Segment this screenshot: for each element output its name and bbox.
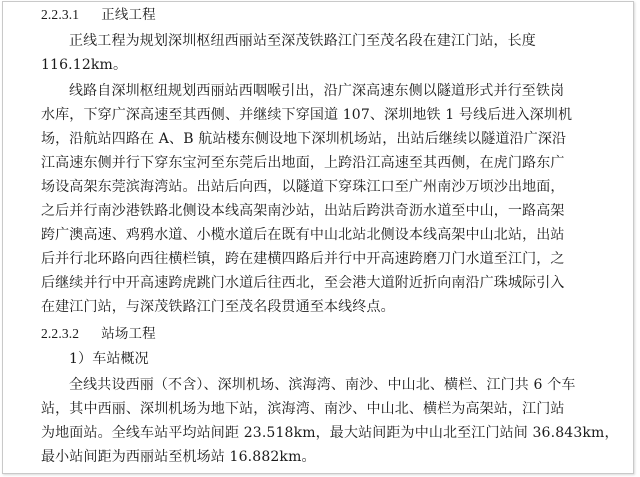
section-heading-2-2-3-2 <box>41 324 156 344</box>
paragraph-line: 在建江门站，与深茂铁路江门至茂名段贯通至本线终点。 <box>41 299 395 315</box>
paragraph-line: 后并行北环路向西往横栏镇，跨在建横四路后并行中开高速跨磨刀门水道至江门，之 <box>41 251 565 267</box>
section-heading-2-2-3-1 <box>41 5 156 25</box>
section-title: 站场工程 <box>101 326 156 342</box>
paragraph-line: 水库，下穿广深高速至其西侧、并继续下穿国道 107、深圳地铁 1 号线后进入深圳机 <box>41 107 573 123</box>
paragraph-line: 全线共设西丽（不含）、深圳机场、滨海湾、南沙、中山北、横栏、江门共 6 个车 <box>69 377 576 393</box>
paragraph-line: 正线工程为规划深圳枢纽西丽站至深茂铁路江门至茂名段在建江门站，长度 <box>69 33 536 49</box>
document-page <box>2 1 634 474</box>
paragraph-line: 116.12km。 <box>41 57 128 73</box>
paragraph-line: 之后并行南沙港铁路北侧设本线高架南沙站，出站后跨洪奇沥水道至中山，一路高架 <box>41 203 565 219</box>
paragraph-line: 最小站间距为西丽站至机场站 16.882km。 <box>41 449 316 465</box>
paragraph-line: 江高速东侧并行下穿东宝河至东莞后出地面，上跨沿江高速至其西侧，在虎门路东广 <box>41 155 565 171</box>
paragraph-line: 场，沿航站四路在 A、B 航站楼东侧设地下深圳机场站，出站后继续以隧道沿广深沿 <box>41 131 567 147</box>
paragraph-line: 后继续并行中开高速跨虎跳门水道后往西北，至会港大道附近折向南沿广珠城际引入 <box>41 275 565 291</box>
paragraph-line: 站，其中西丽、深圳机场为地下站，滨海湾、南沙、中山北、横栏为高架站，江门站 <box>41 401 565 417</box>
section-number: 2.2.3.2 <box>41 326 80 341</box>
paragraph-line: 为地面站。全线车站平均站间距 23.518km，最大站间距为中山北至江门站间 36.843km， <box>41 425 619 441</box>
subsection-heading: 1）车站概况 <box>69 351 149 367</box>
paragraph-line: 场设高架东莞滨海湾站。出站后向西，以隧道下穿珠江口至广州南沙万顷沙出地面， <box>41 179 565 195</box>
section-number: 2.2.3.1 <box>41 7 80 22</box>
paragraph-line: 跨广澳高速、鸡鸦水道、小榄水道后在既有中山北站北侧设本线高架中山北站，出站 <box>41 227 565 243</box>
paragraph-line: 线路自深圳枢纽规划西丽站西咽喉引出，沿广深高速东侧以隧道形式并行至铁岗 <box>69 83 565 99</box>
section-title: 正线工程 <box>101 7 156 23</box>
